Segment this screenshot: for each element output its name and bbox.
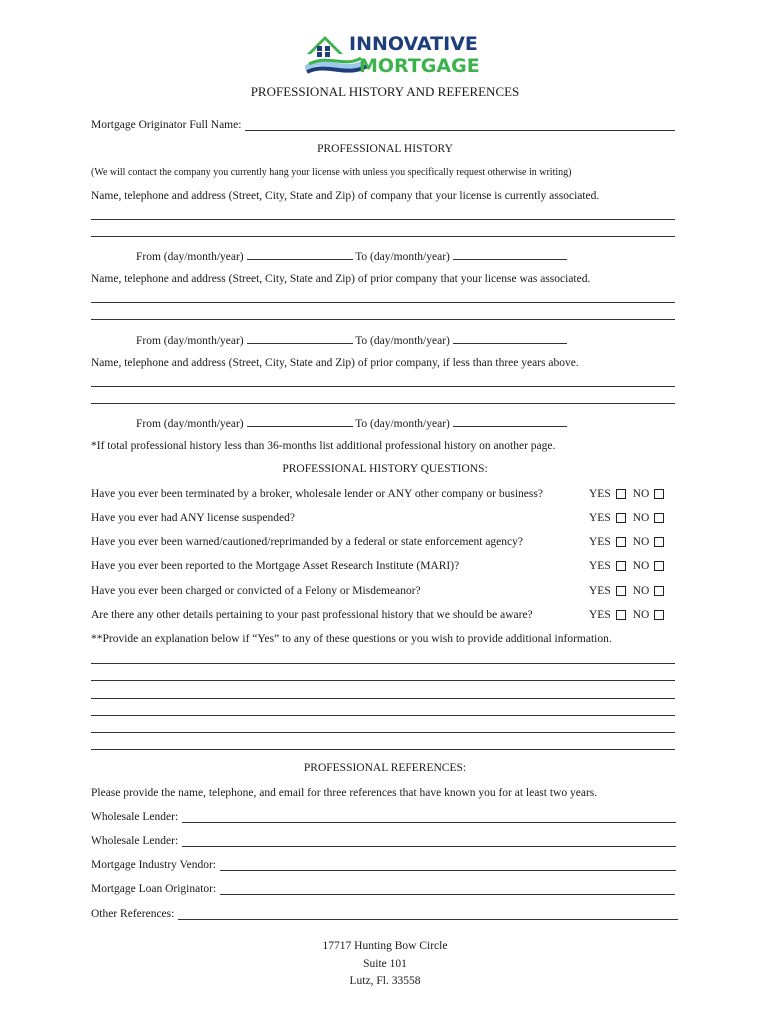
yes-checkbox[interactable]: [616, 513, 626, 523]
from-date-field[interactable]: [247, 332, 353, 344]
yes-no-choice: YES NO: [589, 609, 664, 621]
question-felony: Have you ever been charged or convicted of a Felony or Misdemeanor?: [91, 585, 421, 597]
to-date-field[interactable]: [453, 248, 567, 260]
reference-wholesale-lender-2[interactable]: Wholesale Lender:: [91, 835, 676, 847]
from-date-field[interactable]: [247, 248, 353, 260]
date-range-row: From (day/month/year) To (day/month/year): [136, 248, 567, 263]
explanation-line[interactable]: [91, 715, 675, 716]
yes-checkbox[interactable]: [616, 537, 626, 547]
yes-no-choice: YES NO: [589, 512, 664, 524]
no-checkbox[interactable]: [654, 610, 664, 620]
yes-no-choice: YES NO: [589, 536, 664, 548]
history-prompt-prior: Name, telephone and address (Street, City, State and Zip) of prior company that your license was associated.: [91, 273, 591, 285]
yes-no-choice: YES NO: [589, 560, 664, 572]
answer-line[interactable]: [91, 403, 675, 404]
page-title: PROFESSIONAL HISTORY AND REFERENCES: [250, 84, 520, 99]
question-other-details: Are there any other details pertaining to your past professional history that we should be aware?: [91, 609, 533, 621]
explanation-line[interactable]: [91, 663, 675, 664]
yes-no-choice: YES NO: [589, 585, 664, 597]
history-heading: PROFESSIONAL HISTORY: [317, 143, 453, 155]
svg-text:MORTGAGE: MORTGAGE: [359, 55, 480, 77]
no-checkbox[interactable]: [654, 537, 664, 547]
reference-loan-originator[interactable]: Mortgage Loan Originator:: [91, 883, 675, 895]
no-checkbox[interactable]: [654, 586, 664, 596]
yes-checkbox[interactable]: [616, 489, 626, 499]
explanation-line[interactable]: [91, 732, 675, 733]
yes-checkbox[interactable]: [616, 561, 626, 571]
no-checkbox[interactable]: [654, 489, 664, 499]
to-date-field[interactable]: [453, 332, 567, 344]
date-range-row: From (day/month/year) To (day/month/year): [136, 415, 567, 430]
answer-line[interactable]: [91, 219, 675, 220]
answer-line[interactable]: [91, 319, 675, 320]
yes-checkbox[interactable]: [616, 610, 626, 620]
reference-industry-vendor[interactable]: Mortgage Industry Vendor:: [91, 859, 676, 871]
originator-name-field[interactable]: [91, 119, 675, 131]
references-heading: PROFESSIONAL REFERENCES:: [303, 762, 467, 774]
to-date-field[interactable]: [453, 415, 567, 427]
from-date-field[interactable]: [247, 415, 353, 427]
history-prompt-current: Name, telephone and address (Street, City, State and Zip) of company that your license is currently associated.: [91, 190, 600, 202]
company-logo: [305, 28, 481, 78]
explanation-line[interactable]: [91, 680, 675, 681]
question-warned: Have you ever been warned/cautioned/reprimanded by a federal or state enforcement agency?: [91, 536, 523, 548]
history-footnote: *If total professional history less than 36-months list additional professional history on another page.: [91, 440, 556, 452]
reference-wholesale-lender-1[interactable]: Wholesale Lender:: [91, 811, 676, 823]
originator-name-label: Mortgage Originator Full Name:: [91, 119, 242, 131]
house-logo-icon: [305, 28, 481, 78]
answer-line[interactable]: [91, 302, 675, 303]
yes-no-choice: YES NO: [589, 488, 664, 500]
address-line-1: 17717 Hunting Bow Circle: [322, 940, 448, 952]
question-license-suspended: Have you ever had ANY license suspended?: [91, 512, 295, 524]
references-intro: Please provide the name, telephone, and email for three references that have known you for at least two years.: [91, 787, 598, 799]
explanation-prompt: **Provide an explanation below if “Yes” to any of these questions or you wish to provide additional information.: [91, 633, 612, 645]
date-range-row: From (day/month/year) To (day/month/year): [136, 332, 567, 347]
answer-line[interactable]: [91, 386, 675, 387]
question-terminated: Have you ever been terminated by a broker, wholesale lender or ANY other company or business?: [91, 488, 543, 500]
svg-text:INNOVATIVE: INNOVATIVE: [349, 33, 478, 55]
history-prompt-additional: Name, telephone and address (Street, City, State and Zip) of prior company, if less than three years above.: [91, 357, 579, 369]
history-note: (We will contact the company you currently hang your license with unless you specifically request otherwise in writing): [91, 167, 572, 178]
no-checkbox[interactable]: [654, 561, 664, 571]
explanation-line[interactable]: [91, 698, 675, 699]
yes-checkbox[interactable]: [616, 586, 626, 596]
reference-other[interactable]: Other References:: [91, 908, 678, 920]
questions-heading: PROFESSIONAL HISTORY QUESTIONS:: [282, 463, 488, 475]
explanation-line[interactable]: [91, 749, 675, 750]
address-line-3: Lutz, Fl. 33558: [349, 975, 421, 987]
question-mari: Have you ever been reported to the Mortgage Asset Research Institute (MARI)?: [91, 560, 460, 572]
no-checkbox[interactable]: [654, 513, 664, 523]
answer-line[interactable]: [91, 236, 675, 237]
address-line-2: Suite 101: [363, 958, 407, 970]
